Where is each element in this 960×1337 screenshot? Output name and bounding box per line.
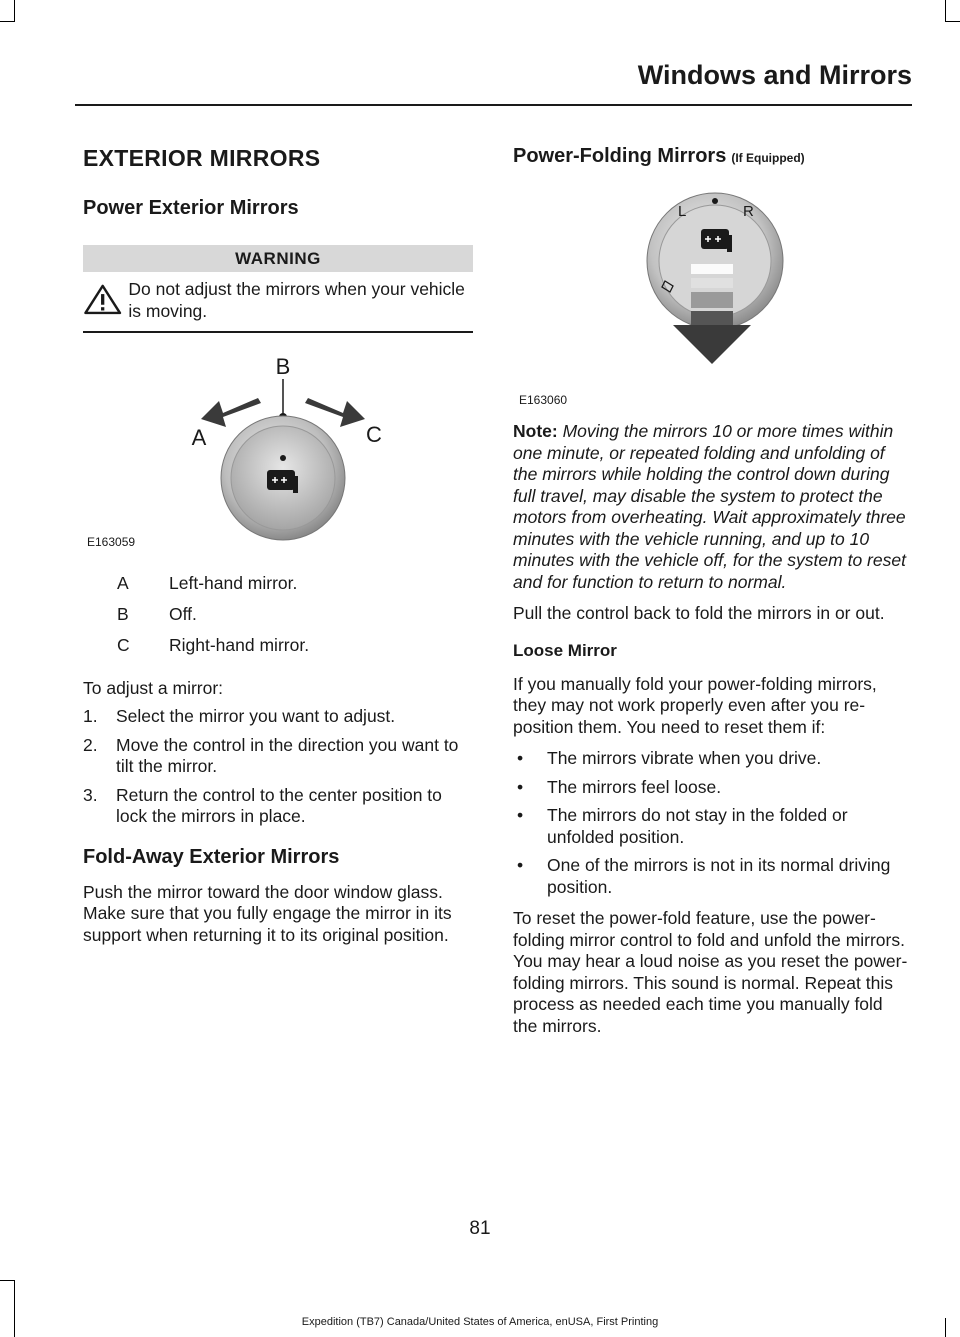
power-folding-title: Power-Folding Mirrors (513, 145, 727, 167)
legend-row (83, 573, 473, 604)
left-arrow-icon (201, 388, 261, 427)
section-title: EXTERIOR MIRRORS (83, 145, 321, 171)
adjust-steps (83, 706, 473, 828)
legend-value: Off. (169, 603, 197, 624)
bullet-text: The mirrors do not stay in the folded or unfolded position. (547, 805, 848, 847)
warning-body (83, 272, 473, 331)
legend-row (83, 604, 473, 635)
step-number: 3. (83, 784, 98, 805)
reset-conditions-list (513, 748, 908, 898)
step-text: Move the control in the direction you want to tilt the mirror. (116, 734, 459, 776)
fold-mirror-icon (267, 470, 298, 493)
page-number: 81 (469, 1218, 491, 1239)
note-label: Note: (513, 421, 558, 441)
list-item (513, 855, 908, 898)
figure-power-fold-control (513, 168, 908, 407)
crop-mark (0, 21, 15, 22)
bullet: • (517, 748, 524, 768)
loose-mirror-intro: If you manually fold your power-folding mirrors, they may not work properly even after you re-position them. You need to reset them if: (513, 673, 877, 737)
legend-key: C (117, 634, 130, 655)
note-paragraph (513, 421, 908, 593)
step-text: Return the control to the center position to lock the mirrors in place. (116, 784, 442, 826)
subsection-title: Power Exterior Mirrors (83, 197, 299, 219)
legend-table (83, 573, 473, 666)
left-column (83, 145, 473, 946)
if-equipped-label: (If Equipped) (731, 151, 805, 165)
crop-mark (945, 21, 960, 22)
warning-box (83, 245, 473, 333)
header-rule (75, 104, 912, 106)
power-folding-heading (513, 145, 908, 168)
power-fold-control-diagram (643, 186, 793, 376)
loose-mirror-title: Loose Mirror (513, 640, 617, 660)
note-text: Moving the mirrors 10 or more times within one minute, or repeated folding and unfolding of the mirrors while holding the control down during full travel, may disable the system to protect the motors from overheating. Wait approximately three minutes with the vehicle running, and up to 10 minutes with the vehicle off, for the system to reset and for function to return to normal. (513, 421, 906, 592)
step-number: 1. (83, 706, 98, 726)
label-l: L (678, 203, 687, 220)
legend-key: B (117, 603, 129, 624)
crop-mark (14, 0, 15, 22)
bullet: • (517, 776, 524, 797)
step-number: 2. (83, 734, 98, 755)
mirror-selector-diagram (183, 343, 433, 553)
label-r: R (743, 203, 754, 220)
step-text: Select the mirror you want to adjust. (116, 706, 396, 726)
crop-mark (0, 1280, 15, 1281)
right-arrow-icon (305, 388, 365, 427)
list-item (83, 735, 473, 778)
warning-triangle-icon (83, 279, 122, 319)
crop-mark (14, 1280, 15, 1337)
fold-mirror-icon (701, 229, 732, 252)
legend-row (83, 635, 473, 666)
figure-mirror-selector (83, 333, 473, 553)
bullet-text: The mirrors feel loose. (547, 776, 722, 797)
legend-key: A (117, 572, 129, 593)
page-header-title: Windows and Mirrors (637, 60, 912, 90)
reset-instructions: To reset the power-fold feature, use the power-folding mirror control to fold and unfold the mirrors. You may hear a loud noise as you reset the power-folding mirrors. This sound is normal. Repeat this process as needed each time you manually fold the mirrors. (513, 908, 908, 1036)
pull-control-text: Pull the control back to fold the mirrors in or out. (513, 603, 885, 623)
publication-info: Expedition (TB7) Canada/United States of America, enUSA, First Printing (301, 1316, 659, 1328)
label-c: C (366, 421, 382, 447)
right-column (513, 145, 908, 1037)
bullet-text: One of the mirrors is not in its normal driving position. (547, 855, 891, 897)
adjust-intro: To adjust a mirror: (83, 677, 224, 698)
fold-away-title: Fold-Away Exterior Mirrors (83, 845, 340, 868)
bullet-text: The mirrors vibrate when you drive. (547, 748, 822, 768)
legend-value: Right-hand mirror. (169, 634, 310, 655)
bullet: • (517, 805, 524, 825)
warning-label: WARNING (83, 245, 473, 272)
list-item (513, 748, 908, 770)
list-item (513, 777, 908, 799)
figure-id: E163060 (519, 393, 568, 407)
list-item (513, 805, 908, 848)
figure-id: E163059 (87, 534, 136, 549)
fold-away-text: Push the mirror toward the door window glass. Make sure that you fully engage the mirror in its support when returning it to its original position. (83, 881, 452, 945)
legend-value: Left-hand mirror. (169, 572, 298, 593)
label-b: B (275, 353, 291, 379)
bullet: • (517, 855, 524, 875)
label-a: A (191, 424, 207, 450)
list-item (83, 785, 473, 828)
list-item (83, 706, 473, 728)
warning-text: Do not adjust the mirrors when your vehicle is moving. (128, 279, 465, 321)
crop-mark (945, 0, 946, 22)
